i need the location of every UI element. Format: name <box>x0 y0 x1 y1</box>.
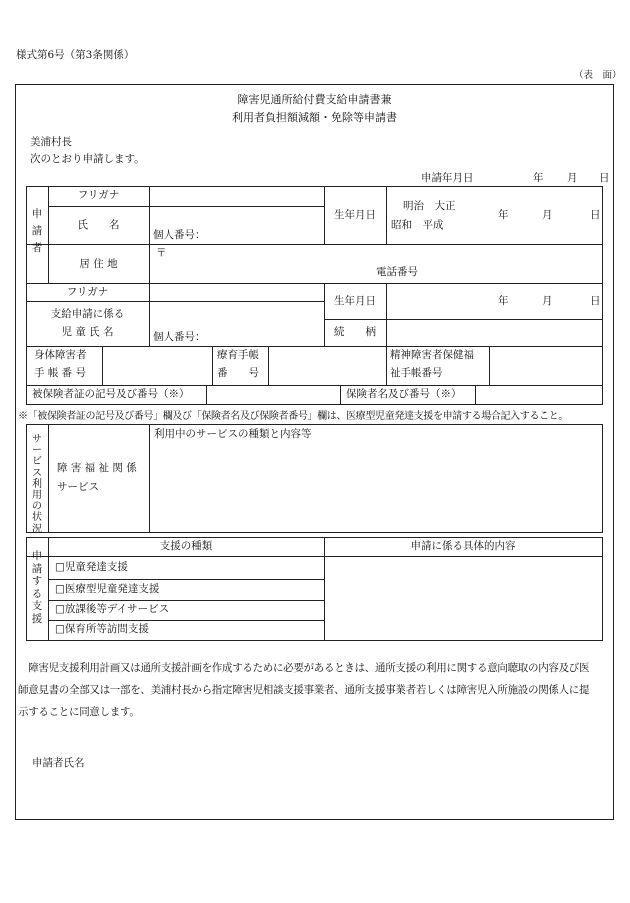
signature-label: 申請者氏名 <box>32 757 85 769</box>
application-date-year: 年 <box>533 172 544 184</box>
child-individual-number-label: 個人番号： <box>153 331 206 343</box>
note-text: ※「被保険者証の記号及び番号」欄及び「保険者名及び保険者番号」欄は、医療型児童発達支援を申請する場合記入すること。 <box>18 411 569 422</box>
form-number: 様式第6号（第3条関係） <box>16 49 135 61</box>
application-date-label: 申請年月日 <box>421 172 474 184</box>
service-usage-section-label: サービス利用の状況 <box>32 434 42 535</box>
support-section-label: 申請する支援 <box>31 550 43 625</box>
support-detail-header: 申請に係る具体的内容 <box>410 540 516 552</box>
phone-label: 電話番号 <box>376 266 418 278</box>
physical-handbook-label-line1: 身体障害者 <box>34 349 87 361</box>
applicant-individual-number-label: 個人番号： <box>153 229 206 241</box>
support-option-medical-child-development[interactable]: □医療型児童発達支援 <box>55 583 160 595</box>
applicant-birth-label: 生年月日 <box>334 209 376 221</box>
ryoiku-handbook-label-line2: 番 号 <box>217 367 259 379</box>
physical-handbook-label-line2: 手 帳 番 号 <box>34 367 87 379</box>
child-furigana-label: フリガナ <box>66 286 109 298</box>
service-category-line1: 障 害 福 祉 関 係 <box>57 462 137 474</box>
service-category-line2: サービス <box>57 481 99 493</box>
ryoiku-handbook-label-line1: 療育手帳 <box>217 349 259 361</box>
applicant-address-label: 居 住 地 <box>79 258 118 270</box>
child-relation-label: 続 柄 <box>334 326 376 338</box>
application-date-month: 月 <box>567 172 578 184</box>
applicant-furigana-label: フリガナ <box>77 189 120 201</box>
child-birth-label: 生年月日 <box>334 295 376 307</box>
title-line2: 利用者負担額減額・免除等申請書 <box>232 111 397 124</box>
applicant-birth-year: 年 <box>498 209 509 221</box>
child-birth-year: 年 <box>498 295 509 307</box>
applicant-name-label: 氏 名 <box>77 219 120 231</box>
addressee: 美浦村長 <box>30 136 72 148</box>
insured-symbol-label: 被保険者証の記号及び番号（※） <box>32 388 190 400</box>
intro-text: 次のとおり申請します。 <box>30 153 145 165</box>
title-line1: 障害児通所給付費支給申請書兼 <box>237 93 392 106</box>
insurer-name-label: 保険者名及び番号（※） <box>346 388 462 400</box>
child-birth-month: 月 <box>542 295 553 307</box>
postal-mark: 〒 <box>156 247 167 259</box>
support-option-nursery-visit-support[interactable]: □保育所等訪問支援 <box>55 623 149 635</box>
support-option-child-development[interactable]: □児童発達支援 <box>55 561 128 573</box>
applicant-birth-month: 月 <box>542 209 553 221</box>
consent-line2: 師意見書の全部又は一部を、美浦村長から指定障害児相談支援事業者、通所支援事業者若しくは障害児入所施設の関係人に提 <box>18 684 590 696</box>
application-date-day: 日 <box>599 172 610 184</box>
service-content-header: 利用中のサービスの種類と内容等 <box>154 428 312 440</box>
mental-handbook-label-line1: 精神障害者保健福 <box>390 349 474 361</box>
child-name-label-line2: 児 童 氏 名 <box>61 326 114 338</box>
applicant-era-row1: 明治 大正 <box>403 200 456 212</box>
support-type-header: 支援の種類 <box>159 540 213 552</box>
consent-line3: 示することに同意します。 <box>18 706 140 718</box>
applicant-section-label: 申請者 <box>31 208 43 254</box>
child-name-label-line1: 支給申請に係る <box>50 308 125 320</box>
support-option-after-school-day-service[interactable]: □放課後等デイサービス <box>55 603 170 615</box>
applicant-birth-day: 日 <box>590 209 601 221</box>
side-label: （表 面） <box>574 70 622 81</box>
child-birth-day: 日 <box>590 295 601 307</box>
applicant-era-row2: 昭和 平成 <box>391 219 444 231</box>
consent-line1: 障害児支援利用計画又は通所支援計画を作成するために必要があるときは、通所支援の利用に関する意向聴取の内容及び医 <box>18 662 590 674</box>
mental-handbook-label-line2: 祉手帳番号 <box>390 367 443 379</box>
